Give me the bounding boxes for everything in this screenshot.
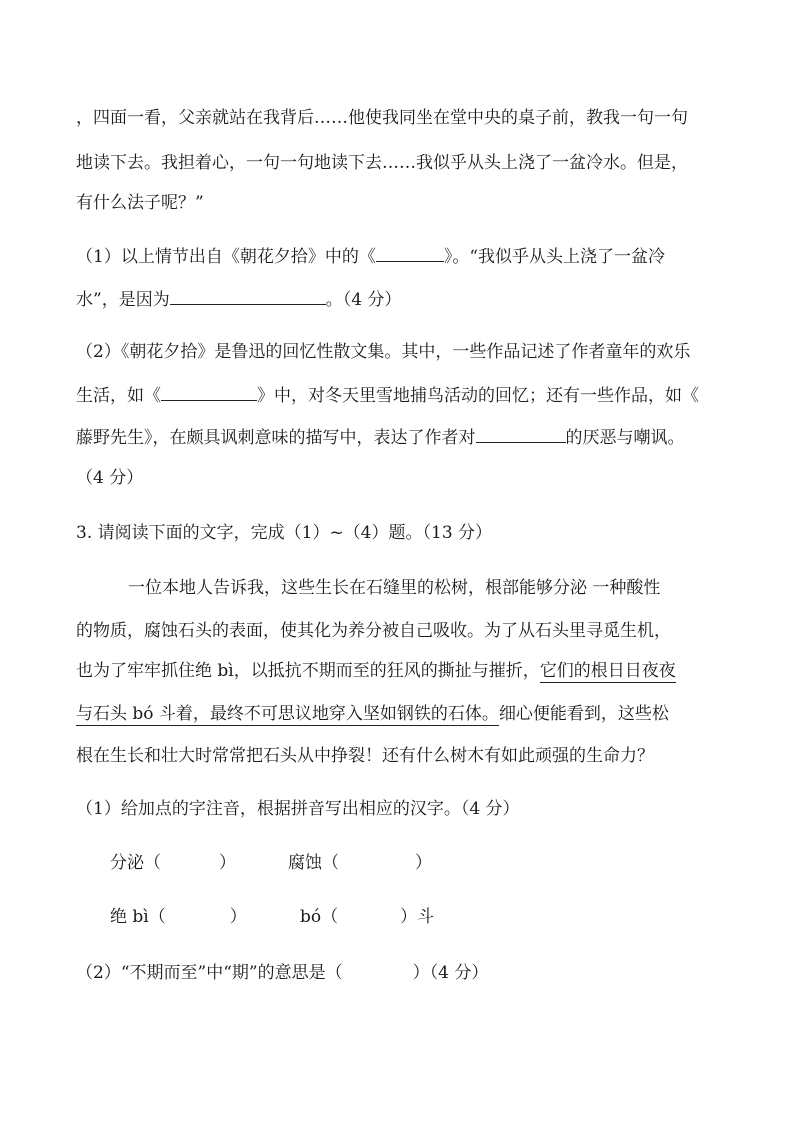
underlined-sentence-part-1: 它们的根日日夜夜 (539, 661, 676, 681)
answer-blank-chapter[interactable] (376, 246, 444, 262)
answer-blank-object[interactable] (476, 427, 566, 443)
passage-line-3: 有什么法子呢？” (76, 193, 204, 213)
underlined-sentence-part-2: 与石头 bó 斗着，最终不可思议地穿入坚如钢铁的石体。 (76, 704, 499, 724)
answer-blank-fushi[interactable] (339, 853, 415, 868)
question-2-line-1: （2）《朝花夕拾》是鲁迅的回忆性散文集。其中，一些作品记述了作者童年的欢乐 (76, 342, 691, 362)
fill-item-bo-dou: bó（ ）斗 (300, 907, 435, 927)
question-1-line-2: 水”，是因为 。（4 分） (76, 290, 402, 310)
question-3-sub-2: （2）“不期而至”中“期”的意思是（ ）（4 分） (76, 963, 489, 983)
reading-para-line-1: 一位本地人告诉我，这些生长在石缝里的松树，根部能够分泌 一种酸性 (128, 578, 661, 598)
reading-para-line-4: 与石头 bó 斗着，最终不可思议地穿入坚如钢铁的石体。细心便能看到，这些松 (76, 704, 669, 724)
question-2-line-3: 藤野先生》，在颇具讽刺意味的描写中，表达了作者对 的厌恶与嘲讽。 (76, 428, 685, 448)
question-2-score: （4 分） (76, 468, 144, 488)
reading-para-line-5: 根在生长和壮大时常常把石头从中挣裂！还有什么树木有如此顽强的生命力？ (76, 746, 654, 766)
answer-blank-reason[interactable] (170, 289, 326, 305)
answer-blank-bo[interactable] (338, 907, 400, 922)
answer-blank-jue-bi[interactable] (166, 907, 230, 922)
passage-line-1: ，四面一看，父亲就站在我背后……他使我同坐在堂中央的桌子前，教我一句一句 (76, 108, 688, 128)
fill-item-fenmi: 分泌（ ） (110, 853, 236, 873)
question-3-sub-1: （1）给加点的字注音，根据拼音写出相应的汉字。（4 分） (76, 799, 520, 819)
question-3-header: 3. 请阅读下面的文字，完成（1）~（4）题。（13 分） (76, 523, 493, 543)
fill-item-jue-bi: 绝 bì（ ） (110, 907, 247, 927)
answer-blank-work[interactable] (161, 385, 257, 401)
passage-line-2: 地读下去。我担着心，一句一句地读下去……我似乎从头上浇了一盆冷水。但是， (76, 153, 688, 173)
question-1-line-1: （1）以上情节出自《朝花夕拾》中的《 》。“我似乎从头上浇了一盆冷 (76, 247, 666, 267)
fill-item-fushi: 腐蚀（ ） (288, 853, 432, 873)
answer-blank-qi-meaning[interactable] (343, 963, 413, 978)
reading-para-line-2: 的物质，腐蚀石头的表面，使其化为养分被自己吸收。为了从石头里寻觅生机， (76, 621, 671, 641)
question-2-line-2: 生活，如《 》中，对冬天里雪地捕鸟活动的回忆；还有一些作品，如《 (76, 386, 699, 406)
answer-blank-fenmi[interactable] (161, 853, 219, 868)
reading-para-line-3: 也为了牢牢抓住绝 bì，以抵抗不期而至的狂风的撕扯与摧折，它们的根日日夜夜 (76, 661, 676, 681)
